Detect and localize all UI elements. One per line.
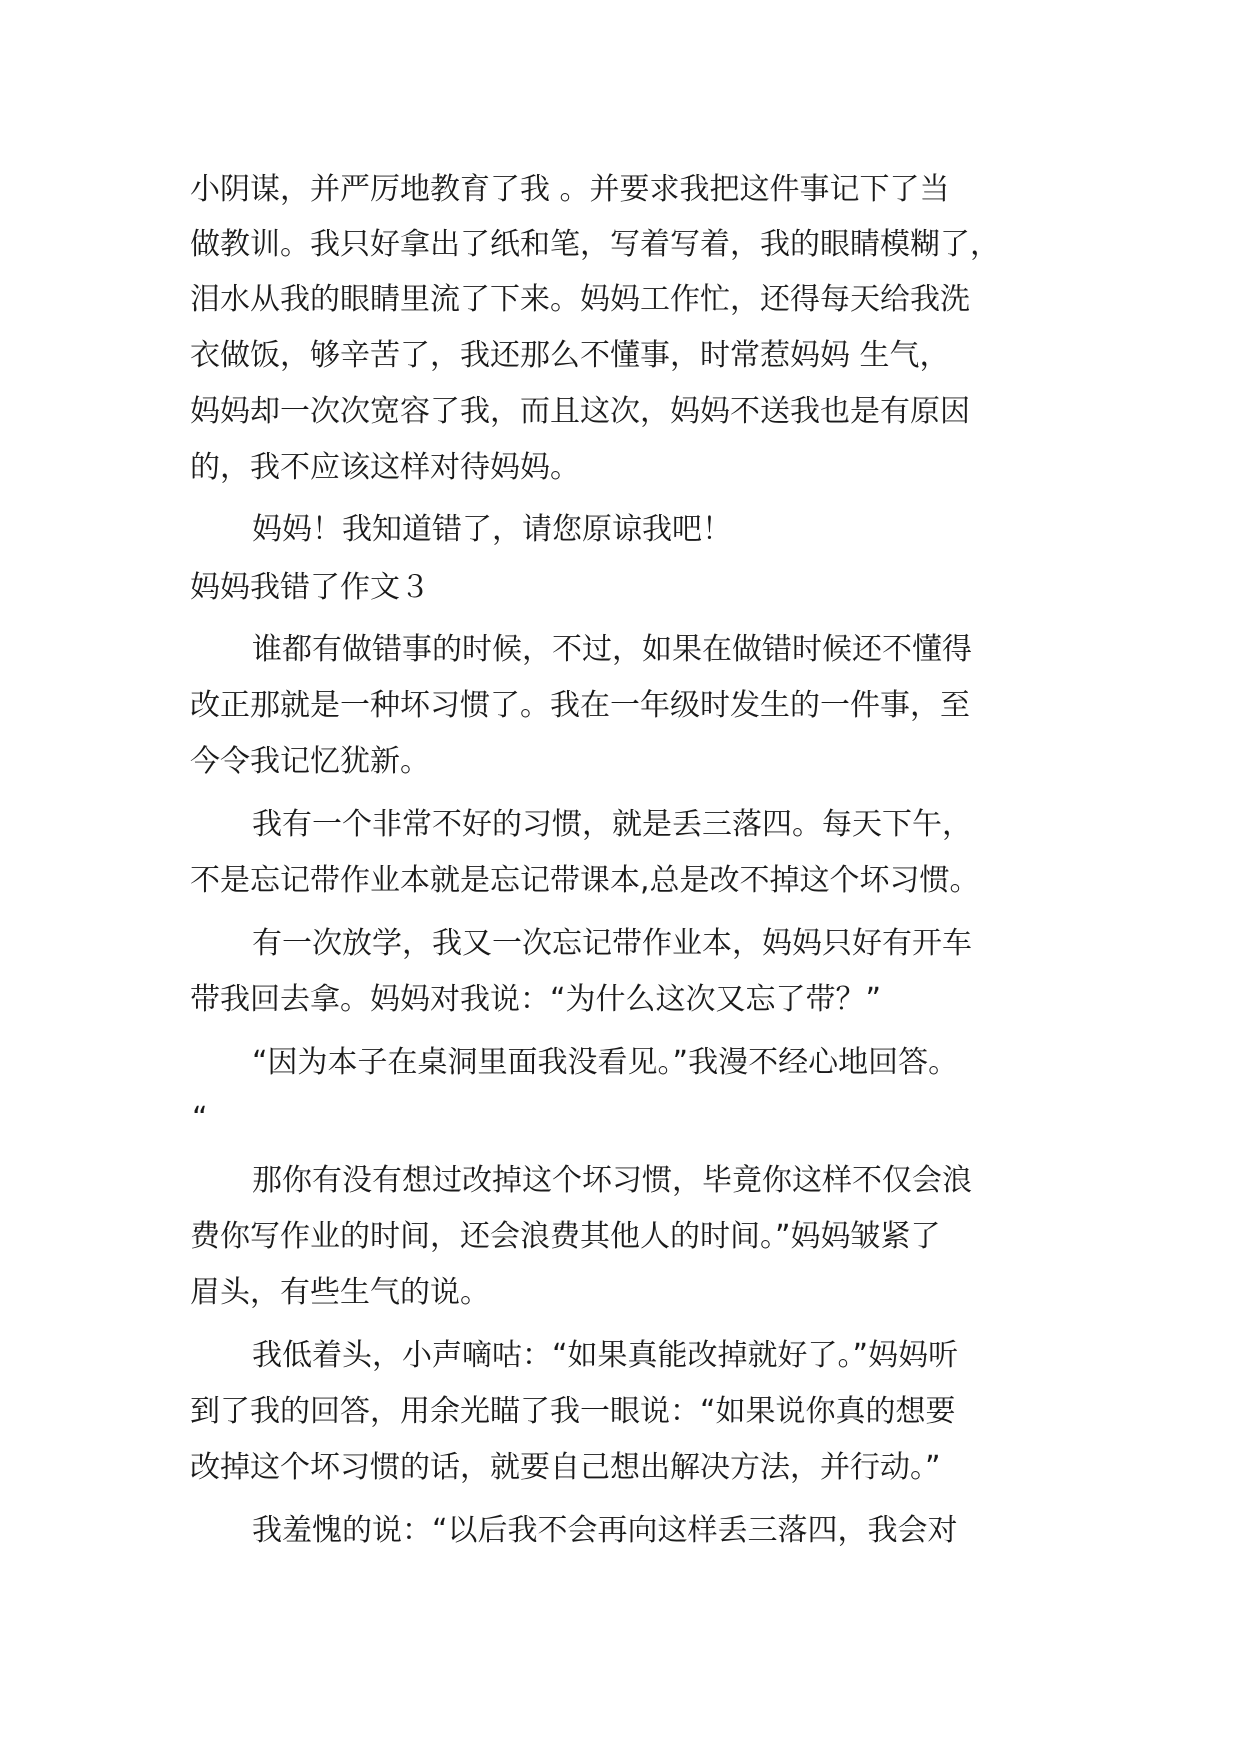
text-line: 的，我不应该这样对待妈妈。 [190, 450, 580, 485]
text-line: 谁都有做错事的时候，不过，如果在做错时候还不懂得 [252, 632, 972, 667]
text-line: 我羞愧的说：“以后我不会再向这样丢三落四，我会对 [252, 1513, 958, 1548]
text-line: 今令我记忆犹新。 [190, 744, 430, 779]
text-line: 小阴谋，并严厉地教育了我 。并要求我把这件事记下了当 [190, 172, 950, 207]
text-line: 有一次放学，我又一次忘记带作业本，妈妈只好有开车 [252, 926, 972, 961]
text-line: 妈妈却一次次宽容了我，而且这次，妈妈不送我也是有原因 [190, 394, 970, 429]
text-line: “因为本子在桌洞里面我没看见。”我漫不经心地回答。 [252, 1045, 959, 1080]
text-line: 眉头，有些生气的说。 [190, 1275, 490, 1310]
text-line: 到了我的回答，用余光瞄了我一眼说：“如果说你真的想要 [190, 1394, 956, 1429]
text-line: 我低着头，小声嘀咕：“如果真能改掉就好了。”妈妈听 [252, 1338, 959, 1373]
text-line: 那你有没有想过改掉这个坏习惯，毕竟你这样不仅会浪 [252, 1163, 972, 1198]
text-line: 衣做饭，够辛苦了，我还那么不懂事，时常惹妈妈 生气， [190, 338, 950, 373]
text-line: 改掉这个坏习惯的话，就要自己想出解决方法，并行动。” [190, 1450, 941, 1485]
text-line: 泪水从我的眼睛里流了下来。妈妈工作忙，还得每天给我洗 [190, 282, 970, 317]
text-line: 费你写作业的时间，还会浪费其他人的时间。”妈妈皱紧了 [190, 1219, 941, 1254]
text-line: 我有一个非常不好的习惯，就是丢三落四。每天下午， [252, 807, 972, 842]
section-heading: 妈妈我错了作文３ [190, 570, 430, 605]
text-line: 带我回去拿。妈妈对我说：“为什么这次又忘了带？” [190, 982, 882, 1017]
text-line: “ [192, 1101, 208, 1136]
text-line: 改正那就是一种坏习惯了。我在一年级时发生的一件事，至 [190, 688, 970, 723]
text-line: 妈妈！我知道错了，请您原谅我吧！ [252, 512, 732, 547]
text-line: 做教训。我只好拿出了纸和笔，写着写着，我的眼睛模糊了， [190, 227, 1000, 262]
text-line: 不是忘记带作业本就是忘记带课本,总是改不掉这个坏习惯。 [190, 863, 980, 898]
